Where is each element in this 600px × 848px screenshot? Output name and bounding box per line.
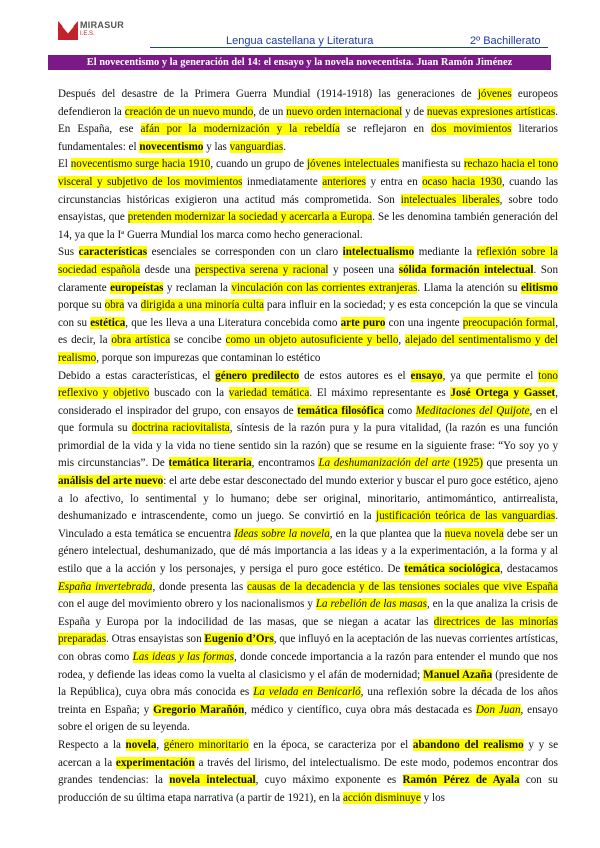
text-run: , de un: [253, 105, 287, 118]
highlighted-text: doctrina raciovitalista: [131, 422, 230, 435]
highlighted-text: temática filosófica: [297, 404, 384, 417]
text-run: literarios fundamentales: el: [58, 123, 558, 153]
text-run: Después del desastre de la Primera Guerra Mundial (1914-1918) las generaciones de: [58, 88, 478, 100]
text-run: . Otras ensayistas son: [106, 633, 205, 646]
text-run: , en la que plantea que la: [329, 527, 445, 540]
highlighted-text: como un objeto autosuficiente y bello: [225, 334, 399, 347]
text-run: se concibe: [170, 334, 226, 347]
text-run: debe ser un género intelectual, deshumanizado, que dé más importancia a las ideas y a la experimentación, a la forma y al estilo que a la acción y los personajes, y persiga el puro goce estético. De: [58, 527, 558, 576]
document-title: El novecentismo y la generación del 14: el ensayo y la novela novecentista. Juan Ramón Jiménez: [48, 55, 551, 70]
text-run: : el arte debe estar desconectado del mundo exterior y buscar el puro goce estético, ajeno a lo afectivo, lo sentimental y lo humano; debe ser original, minoritario, antimomántico, antirrealista, deshumanizado e intrascendente, como un juego. Se convirtió en la: [58, 475, 559, 523]
text-run: Sus: [58, 246, 79, 259]
text-run: , porque son impurezas que contaminan lo estético: [96, 351, 321, 364]
school-logo: [57, 18, 127, 44]
text-run: con una ingente: [385, 316, 463, 329]
text-run: . Vinculado a esta temática se encuentra: [58, 510, 558, 540]
text-run: , donde presenta las: [152, 580, 248, 593]
highlighted-text: Don Juan: [475, 703, 521, 716]
text-run: y las: [203, 140, 230, 153]
highlighted-text: estética: [90, 316, 126, 329]
highlighted-text: vinculación con las corrientes extranjeras: [231, 281, 418, 294]
text-run: (presidente de la República), cuya obra más conocida es: [58, 668, 558, 699]
text-run: , destacamos: [500, 563, 558, 576]
text-run: esenciales se corresponden con un claro: [147, 246, 343, 259]
text-run: . Se les denomina también generación del 14, ya que la Iª Guerra Mundial los marca como hecho generacional.: [58, 211, 558, 241]
highlighted-text: causas de la decadencia y de las tensiones sociales que vive España: [247, 580, 558, 593]
highlighted-text: variedad temática: [228, 387, 310, 400]
highlighted-text: ensayo: [410, 369, 443, 382]
highlighted-text: género minoritario: [163, 738, 249, 751]
text-run: ,: [398, 334, 406, 347]
paragraph: [58, 368, 558, 737]
highlighted-text: La rebelión de las masas: [315, 598, 427, 611]
text-run: , que les lleva a una Literatura concebida como: [125, 316, 341, 329]
text-run: a través del lirismo, del intelectualismo. De este modo, podemos encontrar dos grandes tendencias: la: [58, 756, 558, 787]
paragraph: [58, 86, 558, 156]
text-run: , sobre todo ensayistas, que: [58, 193, 559, 224]
text-run: . El máximo representante es: [309, 387, 451, 400]
paragraph: [58, 156, 558, 244]
header-divider: [150, 47, 548, 48]
highlighted-text: temática literaria: [168, 457, 252, 470]
text-run: para influir en la sociedad; y es esta concepción la que se vincula con su: [58, 299, 558, 329]
text-run: . Son claramente: [58, 263, 559, 294]
text-run: , en el que formula su: [58, 404, 558, 435]
highlighted-text: novela intelectual: [169, 774, 256, 787]
text-run: , médico y científico, cuya obra más destacada es: [244, 703, 476, 716]
highlighted-text: género predilecto: [215, 369, 300, 382]
highlighted-text: Ideas sobre la novela: [234, 527, 330, 540]
logo-subtitle: I.E.S.: [80, 31, 95, 37]
text-run: , considerado el inspirador del grupo, con ensayos de: [58, 387, 558, 417]
highlighted-text: jóvenes intelectuales: [306, 158, 400, 171]
highlighted-text: intelectuales liberales: [400, 193, 500, 206]
text-run: que presenta un: [482, 457, 558, 470]
highlighted-text: dos movimientos: [431, 123, 512, 136]
highlighted-text: acción disminuye: [342, 791, 421, 804]
highlighted-text: tono reflexivo y objetivo: [58, 369, 558, 400]
highlighted-text: rechazo hacia el tono visceral y subjetivo de los movimientos: [58, 158, 559, 188]
highlighted-text: Ramón Pérez de Ayala: [402, 774, 520, 787]
highlighted-text: preocupación formal: [462, 316, 556, 329]
text-run: y de: [402, 105, 427, 118]
highlighted-text: anteriores: [322, 175, 366, 188]
highlighted-text: España invertebrada: [58, 580, 153, 593]
highlighted-text: novecentismo surge hacia 1910: [70, 158, 211, 171]
highlighted-text: características: [78, 246, 148, 259]
text-run: buscado con la: [149, 387, 229, 400]
text-run: se reflejaron en: [339, 123, 432, 136]
highlighted-text: arte puro: [340, 316, 386, 329]
text-run: , que influyó en la aceptación de las nuevas corrientes artísticas, con obras como: [58, 633, 558, 663]
highlighted-text: novela: [125, 738, 157, 751]
text-run: , una reflexión sobre la década de los años treinta en España; y: [58, 686, 558, 716]
highlighted-text: justificación teórica de las vanguardias: [376, 510, 556, 523]
highlighted-text: temática sociológica: [404, 563, 501, 576]
highlighted-text: novecentismo: [139, 140, 204, 153]
header-course: 2º Bachillerato: [470, 35, 541, 47]
highlighted-text: alejado del sentimentalismo y del realismo: [58, 334, 559, 364]
text-run: . En España, ese: [58, 105, 559, 136]
text-run: , es decir, la: [58, 316, 558, 347]
text-run: y los: [420, 791, 445, 804]
highlighted-text: Las ideas y las formas: [132, 651, 234, 663]
text-run: porque su: [58, 299, 105, 312]
text-run: El: [58, 158, 71, 171]
text-run: manifiesta su: [399, 158, 464, 171]
text-run: con el auge del movimiento obrero y los nacionalismos y: [58, 598, 316, 611]
highlighted-text: análisis del arte nuevo: [58, 475, 164, 488]
highlighted-text: sólida formación intelectual: [398, 263, 534, 276]
highlighted-text: pretenden modernizar la sociedad y acercarla a Europa: [127, 211, 373, 224]
highlighted-text: Eugenio d’Ors: [204, 633, 274, 646]
text-run: .: [283, 140, 287, 153]
text-run: de estos autores es el: [299, 369, 411, 382]
text-run: desde una: [140, 263, 195, 276]
highlighted-text: La deshumanización del arte: [318, 457, 450, 470]
document-body: [58, 86, 558, 807]
text-run: ,: [156, 738, 164, 751]
text-run: en la época, se caracteriza por el: [248, 738, 413, 751]
text-run: , ya que permite el: [442, 369, 539, 382]
highlighted-text: creación de un nuevo mundo: [124, 105, 254, 118]
text-run: europeos defendieron la: [58, 88, 558, 118]
highlighted-text: Gregorio Marañón: [153, 703, 245, 716]
highlighted-text: elitismo: [521, 281, 558, 294]
paragraph: [58, 737, 558, 807]
highlighted-text: nueva novela: [444, 527, 504, 540]
highlighted-text: reflexión sobre la sociedad española: [58, 246, 558, 276]
text-run: y reclaman la: [163, 281, 232, 294]
highlighted-text: ocaso hacia 1930: [422, 175, 502, 188]
highlighted-text: abandono del realismo: [412, 738, 524, 751]
text-run: , donde concede importancia a la razón para entender el mundo que nos rodea, y defiende las ideas como la vuelta al clasicismo y el afán de modernidad;: [58, 651, 558, 681]
highlighted-text: directrices de las minorías preparadas: [58, 615, 558, 646]
highlighted-text: dirigida a una minoría culta: [140, 299, 264, 312]
highlighted-text: obra artística: [111, 334, 171, 347]
paragraph: [58, 244, 558, 367]
highlighted-text: La velada en Benicarló: [253, 686, 361, 699]
text-run: va: [124, 299, 141, 312]
highlighted-text: Manuel Azaña: [423, 668, 493, 681]
logo-name: MIRASUR: [80, 20, 125, 30]
text-run: como: [383, 404, 416, 417]
text-run: y poseen una: [328, 263, 399, 276]
highlighted-text: (1925): [449, 457, 483, 470]
text-run: , cuando un grupo de: [210, 158, 307, 171]
highlighted-text: Meditaciones del Quijote: [415, 404, 530, 417]
highlighted-text: europeístas: [110, 281, 164, 294]
highlighted-text: experimentación: [115, 756, 195, 769]
highlighted-text: jóvenes: [477, 88, 512, 100]
highlighted-text: nuevo orden internacional: [286, 105, 403, 118]
text-run: , síntesis de la razón pura y la pura vitalidad, (la razón es una función primordial de la vida y la vida no tiene sentido sin la razón) que se resume en la siguiente frase: “Yo soy yo y mis circunstancias”. De: [58, 422, 558, 470]
text-run: , en la que analiza la crisis de España y Europa por la indocilidad de las masas, que se niegan a acatar las: [58, 598, 558, 628]
text-run: , cuyo máximo exponente es: [255, 774, 403, 787]
highlighted-text: afán por la modernización y la rebeldía: [140, 123, 340, 136]
logo-mark-icon: [57, 18, 79, 42]
highlighted-text: intelectualismo: [342, 246, 415, 259]
text-run: y entra en: [366, 175, 423, 188]
header-subject: Lengua castellana y Literatura: [226, 35, 374, 47]
text-run: , cuando las circunstancias históricas exigieron una actitud más comprometida. Son: [58, 175, 558, 206]
text-run: con su producción de su última etapa narrativa (a partir de 1921), en la: [58, 774, 558, 804]
text-run: inmediatamente: [242, 175, 323, 188]
highlighted-text: José Ortega y Gasset: [450, 387, 556, 400]
text-run: , ensayo sobre el origen de su leyenda.: [58, 703, 558, 734]
text-run: mediante la: [414, 246, 477, 259]
highlighted-text: obra: [104, 299, 125, 312]
highlighted-text: vanguardias: [229, 140, 284, 153]
text-run: Debido a estas características, el: [58, 369, 216, 382]
highlighted-text: perspectiva serena y racional: [194, 263, 329, 276]
text-run: y y se acercan a la: [58, 738, 558, 769]
highlighted-text: nuevas expresiones artísticas: [426, 105, 556, 118]
text-run: , encontramos: [251, 457, 319, 470]
text-run: Respecto a la: [58, 738, 126, 751]
text-run: . Llama la atención su: [417, 281, 521, 294]
